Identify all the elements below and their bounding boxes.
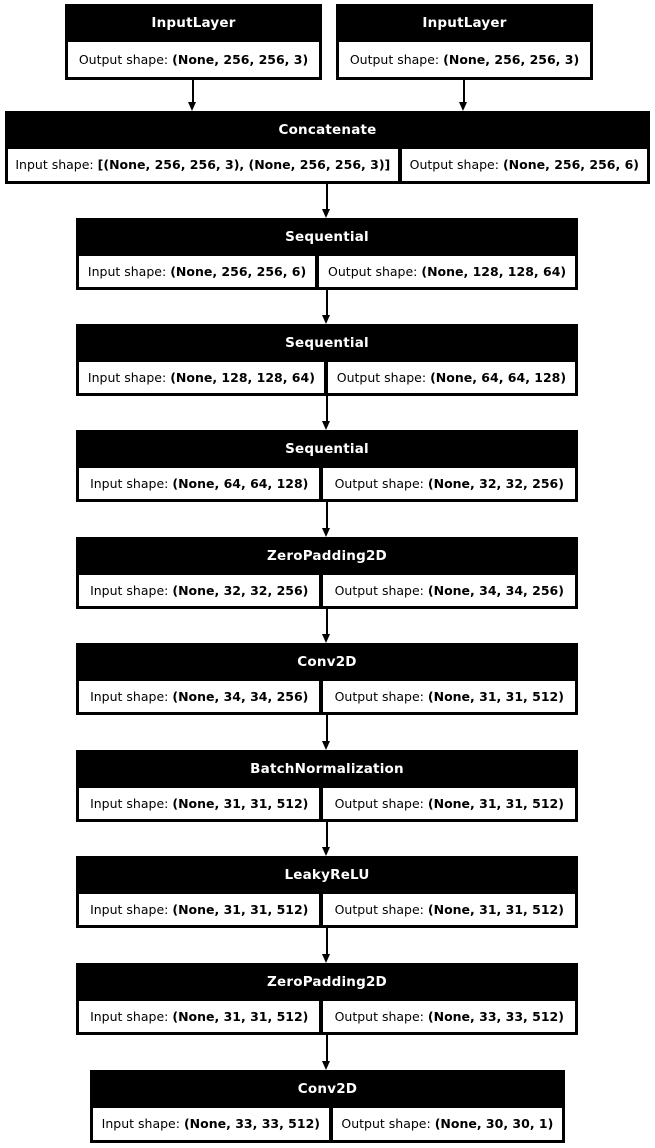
output-shape-prefix: Output shape:: [334, 688, 424, 704]
output-shape-prefix: Output shape:: [409, 157, 499, 173]
output-shape-value: (None, 31, 31, 512): [427, 795, 564, 811]
input-shape-prefix: Input shape:: [15, 157, 94, 173]
layer-type-label: ZeroPadding2D: [78, 965, 576, 1000]
input-shape-value: (None, 31, 31, 512): [172, 1008, 309, 1024]
arrowhead-icon: [322, 209, 330, 218]
input-shape-prefix: Input shape:: [90, 475, 169, 491]
output-shape-value: (None, 256, 256, 6): [502, 157, 639, 173]
output-shape-cell: [322, 680, 576, 714]
layer-shape-row: [78, 361, 576, 395]
output-shape-value: (None, 30, 30, 1): [434, 1116, 554, 1132]
output-shape-cell: [327, 361, 576, 395]
layer-node-concatenate: [5, 111, 650, 184]
output-shape-prefix: Output shape:: [334, 901, 424, 917]
output-shape-cell: [322, 574, 576, 608]
layer-node-conv2d-1: [76, 643, 578, 715]
edge-line: [192, 80, 194, 103]
input-shape-prefix: Input shape:: [90, 795, 169, 811]
input-shape-cell: [78, 255, 316, 289]
input-shape-cell: [78, 1000, 320, 1034]
arrowhead-icon: [322, 528, 330, 537]
edge-line: [326, 184, 328, 210]
edge-line: [326, 396, 328, 422]
output-shape-prefix: Output shape:: [334, 475, 424, 491]
layer-shape-row: [78, 1000, 576, 1034]
output-shape-prefix: Output shape:: [341, 1116, 431, 1132]
output-shape-value: (None, 256, 256, 3): [172, 51, 309, 67]
edge-line: [326, 290, 328, 316]
layer-shape-row: [338, 41, 591, 79]
layer-type-label: Sequential: [78, 220, 576, 255]
output-shape-value: (None, 33, 33, 512): [427, 1008, 564, 1024]
layer-type-label: InputLayer: [338, 6, 591, 41]
output-shape-cell: [322, 1000, 576, 1034]
arrowhead-icon: [322, 741, 330, 750]
input-shape-value: (None, 31, 31, 512): [172, 795, 309, 811]
layer-type-label: InputLayer: [67, 6, 320, 41]
layer-shape-row: [92, 1107, 563, 1142]
layer-node-sequential-3: [76, 430, 578, 502]
input-shape-cell: [78, 893, 320, 927]
input-shape-cell: [78, 574, 320, 608]
output-shape-cell: [322, 787, 576, 821]
edge-line: [326, 1035, 328, 1062]
edge-line: [326, 715, 328, 742]
input-shape-prefix: Input shape:: [101, 1116, 180, 1132]
arrowhead-icon: [322, 954, 330, 963]
layer-node-inputlayer-1: [65, 4, 322, 80]
layer-type-label: Conv2D: [92, 1072, 563, 1107]
input-shape-value: (None, 31, 31, 512): [172, 901, 309, 917]
layer-type-label: BatchNormalization: [78, 752, 576, 787]
input-shape-value: (None, 64, 64, 128): [172, 475, 309, 491]
layer-shape-row: [78, 467, 576, 501]
input-shape-prefix: Input shape:: [90, 582, 169, 598]
layer-type-label: LeakyReLU: [78, 858, 576, 893]
output-shape-prefix: Output shape:: [334, 1008, 424, 1024]
input-shape-prefix: Input shape:: [87, 369, 167, 385]
input-shape-value: (None, 128, 128, 64): [170, 369, 315, 385]
output-shape-cell: [338, 41, 591, 79]
layer-shape-row: [78, 787, 576, 821]
layer-node-zeropadding2d-2: [76, 963, 578, 1035]
layer-shape-row: [67, 41, 320, 79]
edge-line: [326, 609, 328, 635]
layer-shape-row: [78, 893, 576, 927]
output-shape-value: (None, 31, 31, 512): [427, 688, 564, 704]
input-shape-cell: [78, 787, 320, 821]
arrowhead-icon: [322, 1061, 330, 1070]
input-shape-value: (None, 33, 33, 512): [183, 1116, 320, 1132]
arrowhead-icon: [322, 421, 330, 430]
output-shape-prefix: Output shape:: [328, 263, 418, 279]
edge-line: [326, 928, 328, 955]
input-shape-prefix: Input shape:: [90, 688, 169, 704]
arrowhead-icon: [322, 847, 330, 856]
layer-node-batchnormalization: [76, 750, 578, 822]
output-shape-value: (None, 34, 34, 256): [427, 582, 564, 598]
output-shape-cell: [318, 255, 576, 289]
layer-type-label: Sequential: [78, 326, 576, 361]
input-shape-value: (None, 256, 256, 6): [170, 263, 307, 279]
layer-type-label: ZeroPadding2D: [78, 539, 576, 574]
output-shape-prefix: Output shape:: [78, 51, 169, 67]
layer-type-label: Conv2D: [78, 645, 576, 680]
output-shape-value: (None, 64, 64, 128): [430, 369, 567, 385]
layer-type-label: Sequential: [78, 432, 576, 467]
layer-type-label: Concatenate: [7, 113, 648, 148]
output-shape-cell: [322, 893, 576, 927]
output-shape-value: (None, 256, 256, 3): [443, 51, 580, 67]
layer-node-inputlayer-2: [336, 4, 593, 80]
layer-node-zeropadding2d-1: [76, 537, 578, 609]
edge-line: [326, 822, 328, 848]
layer-node-conv2d-2: [90, 1070, 565, 1143]
layer-shape-row: [78, 574, 576, 608]
input-shape-value: [(None, 256, 256, 3), (None, 256, 256, 3)]: [97, 157, 391, 173]
input-shape-cell: [92, 1107, 330, 1142]
layer-shape-row: [78, 255, 576, 289]
layer-node-sequential-2: [76, 324, 578, 396]
output-shape-cell: [67, 41, 320, 79]
input-shape-cell: [7, 148, 399, 183]
input-shape-value: (None, 34, 34, 256): [172, 688, 309, 704]
output-shape-prefix: Output shape:: [349, 51, 440, 67]
input-shape-cell: [78, 467, 320, 501]
layer-shape-row: [7, 148, 648, 183]
arrowhead-icon: [322, 634, 330, 643]
arrowhead-icon: [459, 102, 467, 111]
edge-line: [326, 502, 328, 529]
input-shape-value: (None, 32, 32, 256): [172, 582, 309, 598]
output-shape-cell: [332, 1107, 563, 1142]
output-shape-cell: [401, 148, 648, 183]
input-shape-prefix: Input shape:: [87, 263, 167, 279]
layer-shape-row: [78, 680, 576, 714]
arrowhead-icon: [322, 315, 330, 324]
layer-node-sequential-1: [76, 218, 578, 290]
output-shape-value: (None, 31, 31, 512): [427, 901, 564, 917]
output-shape-prefix: Output shape:: [334, 795, 424, 811]
layer-node-leakyrelu: [76, 856, 578, 928]
input-shape-cell: [78, 680, 320, 714]
output-shape-cell: [322, 467, 576, 501]
output-shape-value: (None, 128, 128, 64): [421, 263, 567, 279]
input-shape-prefix: Input shape:: [90, 1008, 169, 1024]
output-shape-prefix: Output shape:: [334, 582, 424, 598]
input-shape-prefix: Input shape:: [90, 901, 169, 917]
output-shape-value: (None, 32, 32, 256): [427, 475, 564, 491]
output-shape-prefix: Output shape:: [336, 369, 427, 385]
input-shape-cell: [78, 361, 325, 395]
edge-line: [463, 80, 465, 103]
arrowhead-icon: [188, 102, 196, 111]
